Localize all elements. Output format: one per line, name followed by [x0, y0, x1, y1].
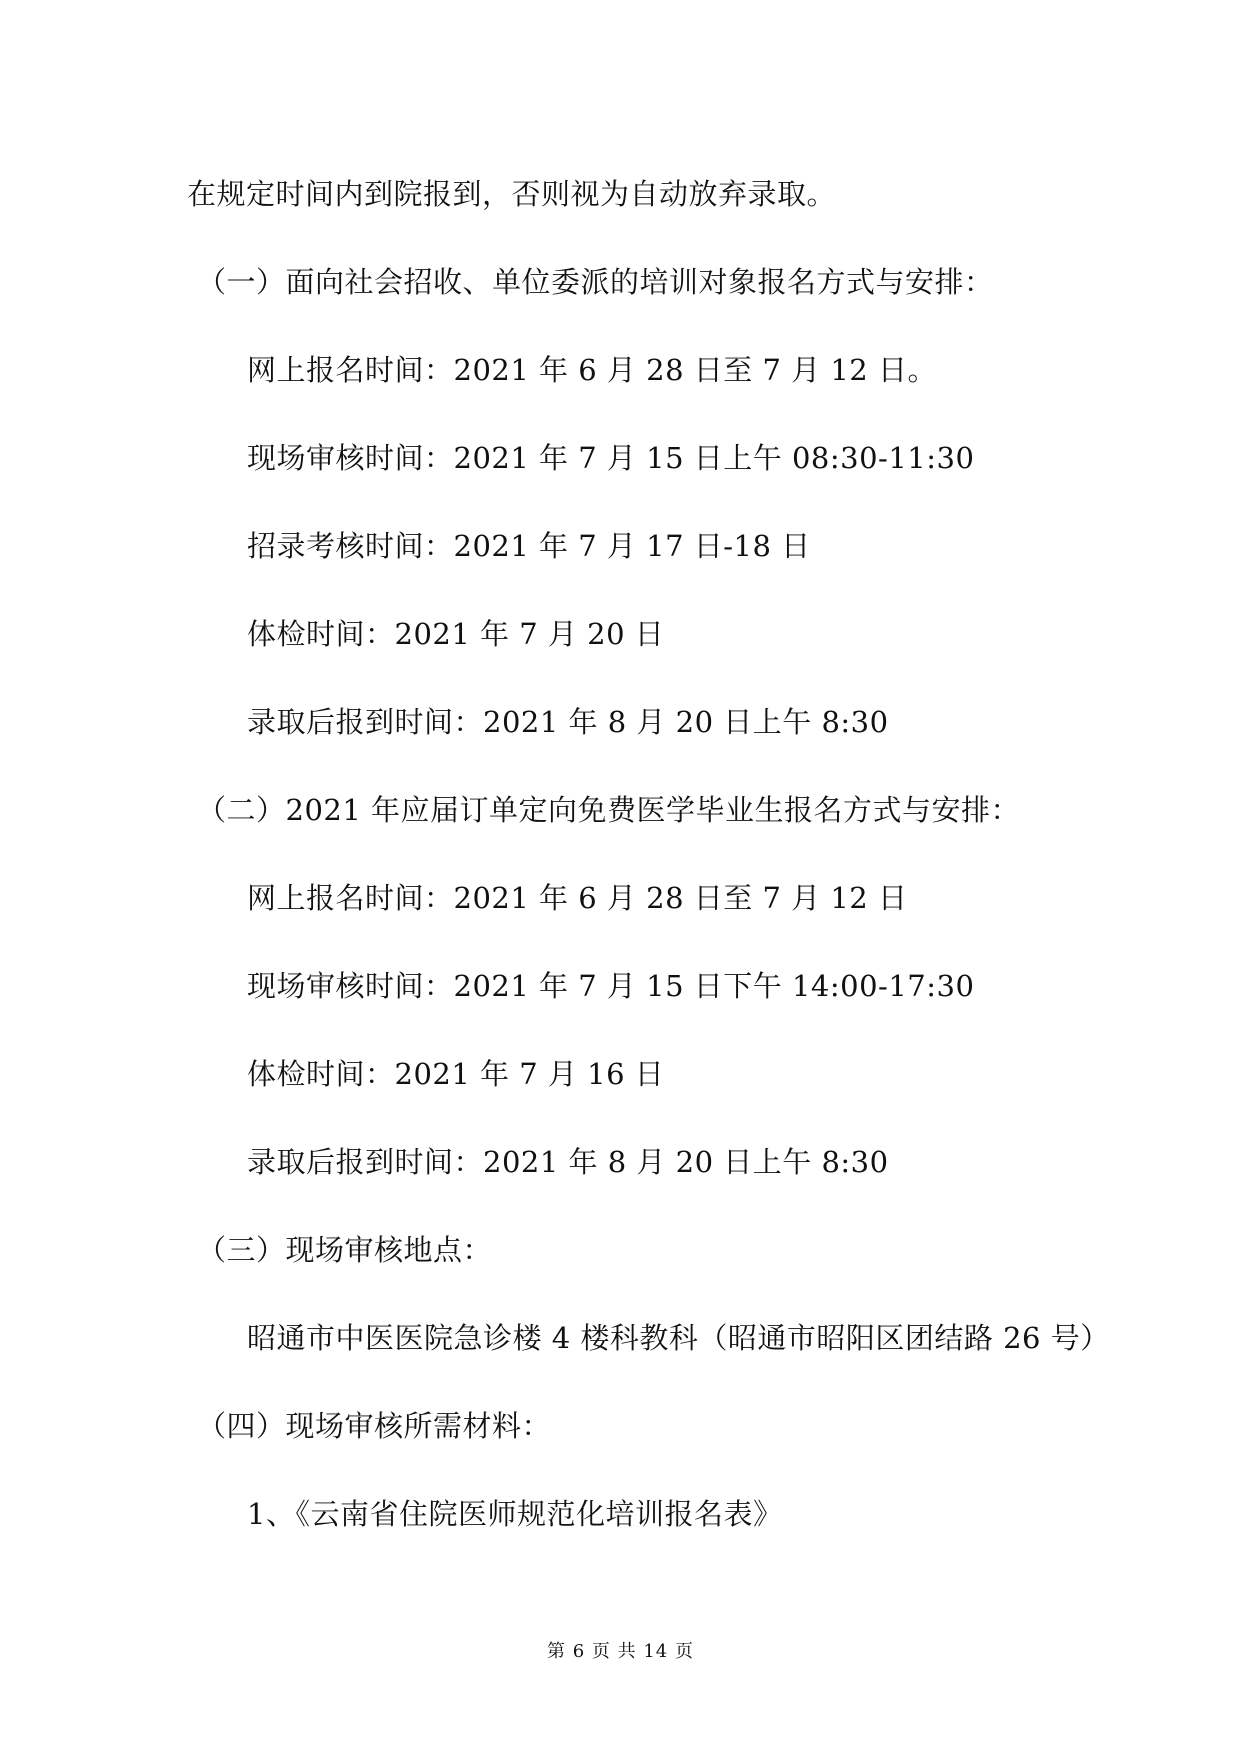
- section-heading-1: （一）面向社会招收、单位委派的培训对象报名方式与安排：: [197, 265, 994, 299]
- onsite-review-time-2: 现场审核时间：2021 年 7 月 15 日下午 14:00-17:30: [247, 969, 975, 1003]
- report-time-1: 录取后报到时间：2021 年 8 月 20 日上午 8:30: [247, 705, 889, 739]
- section-heading-3: （三）现场审核地点：: [197, 1233, 493, 1267]
- admission-exam-time: 招录考核时间：2021 年 7 月 17 日-18 日: [247, 529, 811, 563]
- section-heading-4: （四）现场审核所需材料：: [197, 1409, 552, 1443]
- paragraph-continuation: 在规定时间内到院报到，否则视为自动放弃录取。: [187, 177, 837, 211]
- physical-exam-time-1: 体检时间：2021 年 7 月 20 日: [247, 617, 665, 651]
- online-registration-time-2: 网上报名时间：2021 年 6 月 28 日至 7 月 12 日: [247, 881, 908, 915]
- onsite-review-time-1: 现场审核时间：2021 年 7 月 15 日上午 08:30-11:30: [247, 441, 975, 475]
- online-registration-time-1: 网上报名时间：2021 年 6 月 28 日至 7 月 12 日。: [247, 353, 937, 387]
- physical-exam-time-2: 体检时间：2021 年 7 月 16 日: [247, 1057, 665, 1091]
- section-heading-2: （二）2021 年应届订单定向免费医学毕业生报名方式与安排：: [197, 793, 1021, 827]
- report-time-2: 录取后报到时间：2021 年 8 月 20 日上午 8:30: [247, 1145, 889, 1179]
- review-location: 昭通市中医医院急诊楼 4 楼科教科（昭通市昭阳区团结路 26 号）: [247, 1321, 1110, 1355]
- page-footer: 第 6 页 共 14 页: [547, 1641, 694, 1662]
- material-item-1: 1、《云南省住院医师规范化培训报名表》: [247, 1497, 783, 1531]
